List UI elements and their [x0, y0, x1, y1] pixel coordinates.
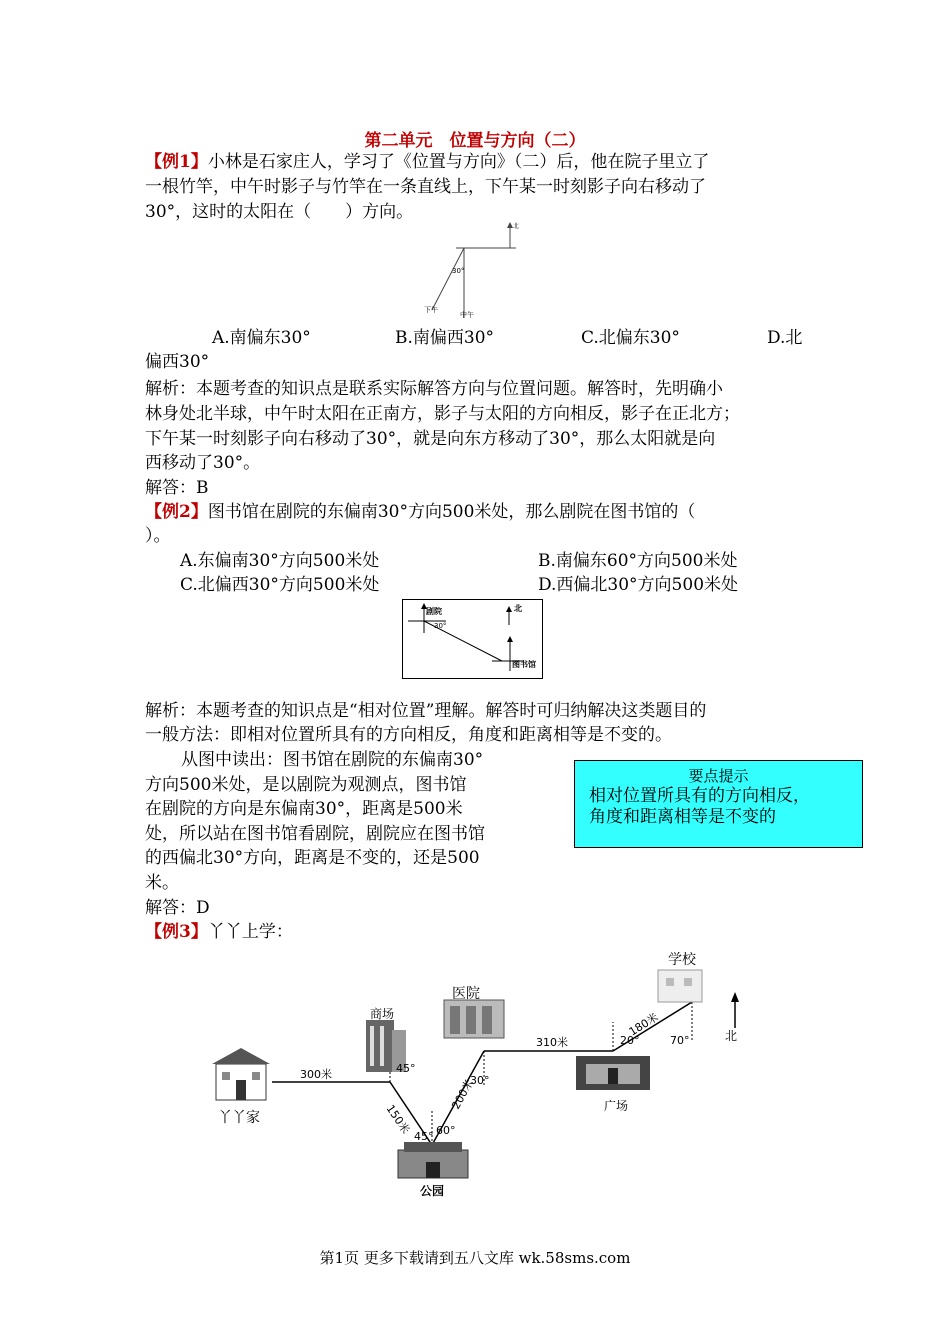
ex2-reading-6: 米。	[145, 873, 179, 893]
key-point-box	[574, 760, 863, 848]
school-building	[658, 970, 702, 1002]
ex2-reading-2: 方向500米处，是以剧院为观测点，图书馆	[145, 775, 467, 795]
ex1-angle-label: 30°	[452, 267, 465, 275]
ex2-position-diagram	[402, 599, 543, 679]
ex3-distance-200: 200米	[449, 1077, 477, 1112]
ex2-option-a: A.东偏南30°方向500米处	[180, 551, 380, 571]
ex3-distance-180: 180米	[626, 1010, 661, 1039]
ex2-analysis-1: 解析：本题考查的知识点是“相对位置”理解。解答时可归纳解决这类题目的	[145, 701, 707, 721]
key-point-body-1: 相对位置所具有的方向相反，	[589, 786, 810, 806]
ex2-line-1: 【例2】图书馆在剧院的东偏南30°方向500米处，那么剧院在图书馆的（	[145, 502, 696, 522]
ex3-angle-square: 20°	[620, 1034, 640, 1047]
ex3-mall-label: 商场	[370, 1007, 395, 1021]
ex1-option-c: C.北偏东30°	[581, 328, 680, 348]
ex1-answer: 解答：B	[145, 478, 209, 498]
key-point-title: 要点提示	[688, 767, 749, 785]
ex1-option-d: D.北	[767, 328, 803, 348]
ex1-tag: 【例1】	[145, 152, 208, 172]
ex2-option-c: C.北偏西30°方向500米处	[180, 575, 380, 595]
ex3-distance-300: 300米	[300, 1068, 332, 1081]
ex2-library-label: 图书馆	[512, 660, 536, 669]
ex3-angle-mall: 45°	[396, 1062, 416, 1075]
ex3-park-label: 公园	[420, 1184, 445, 1198]
ex1-analysis-3: 下午某一时刻影子向右移动了30°，就是向东方移动了30°，那么太阳就是向	[145, 429, 716, 449]
ex3-school-label: 学校	[668, 952, 696, 968]
home-building	[212, 1048, 270, 1100]
ex3-angle-park-left: 45°	[414, 1130, 434, 1143]
ex2-north-label: 北	[514, 604, 522, 613]
ex1-option-d-cont: 偏西30°	[145, 352, 210, 372]
page-footer: 第1页 更多下载请到五八文库 wk.58sms.com	[319, 1249, 631, 1267]
ex3-distance-150: 150米	[383, 1102, 413, 1137]
ex1-line-2: 一根竹竿，中午时影子与竹竿在一条直线上，下午某一时刻影子向右移动了	[145, 177, 706, 197]
ex3-home-label: 丫丫家	[218, 1110, 260, 1126]
ex1-line-3: 30°，这时的太阳在（ ）方向。	[145, 202, 414, 222]
ex1-afternoon-label: 下午	[424, 306, 438, 314]
ex3-square-label: 广场	[604, 1099, 629, 1113]
ex3-north-label: 北	[725, 1029, 738, 1043]
park-building	[398, 1142, 468, 1178]
ex2-reading-1: 从图中读出：图书馆在剧院的东偏南30°	[181, 750, 484, 770]
ex3-angle-hospital: 30°	[470, 1074, 490, 1087]
ex1-noon-label: 中午	[460, 311, 474, 319]
ex2-line-2: ）。	[145, 526, 171, 546]
ex1-option-a: A.南偏东30°	[212, 328, 311, 348]
ex2-reading-5: 的西偏北30°方向，距离是不变的，还是500	[145, 848, 480, 868]
ex1-analysis-2: 林身处北半球，中午时太阳在正南方，影子与太阳的方向相反，影子在正北方；	[145, 404, 740, 424]
hospital-building	[444, 1000, 504, 1038]
ex3-tag: 【例3】	[145, 922, 208, 942]
square-building	[576, 1056, 650, 1090]
page-title: 第二单元 位置与方向（二）	[364, 131, 586, 151]
ex3-angle-school: 70°	[670, 1034, 690, 1047]
ex1-shadow-diagram	[418, 218, 528, 322]
ex3-hospital-label: 医院	[452, 986, 480, 1002]
ex2-tag: 【例2】	[145, 502, 208, 522]
ex2-option-b: B.南偏东60°方向500米处	[538, 551, 738, 571]
ex2-reading-4: 处，所以站在图书馆看剧院，剧院应在图书馆	[145, 824, 485, 844]
ex2-angle-label: 30°	[434, 622, 447, 630]
ex3-line: 【例3】丫丫上学：	[145, 922, 293, 942]
ex1-analysis-1: 解析：本题考查的知识点是联系实际解答方向与位置问题。解答时，先明确小	[145, 379, 723, 399]
ex3-angle-park-right: 60°	[436, 1124, 456, 1137]
ex2-theater-label: 剧院	[426, 607, 442, 616]
ex2-reading-3: 在剧院的方向是东偏南30°，距离是500米	[145, 799, 463, 819]
ex1-option-b: B.南偏西30°	[395, 328, 495, 348]
ex3-distance-310: 310米	[536, 1036, 568, 1049]
ex1-line-1: 【例1】小林是石家庄人，学习了《位置与方向》（二）后，他在院子里立了	[145, 152, 710, 172]
ex1-north-label: 北	[513, 223, 520, 230]
ex2-answer: 解答：D	[145, 898, 210, 918]
key-point-body-2: 角度和距离相等是不变的	[589, 807, 776, 827]
ex2-analysis-2: 一般方法：即相对位置所具有的方向相反，角度和距离相等是不变的。	[145, 725, 672, 745]
ex2-option-d: D.西偏北30°方向500米处	[538, 575, 739, 595]
ex3-route-map	[200, 940, 760, 1200]
ex1-analysis-4: 西移动了30°。	[145, 453, 261, 473]
